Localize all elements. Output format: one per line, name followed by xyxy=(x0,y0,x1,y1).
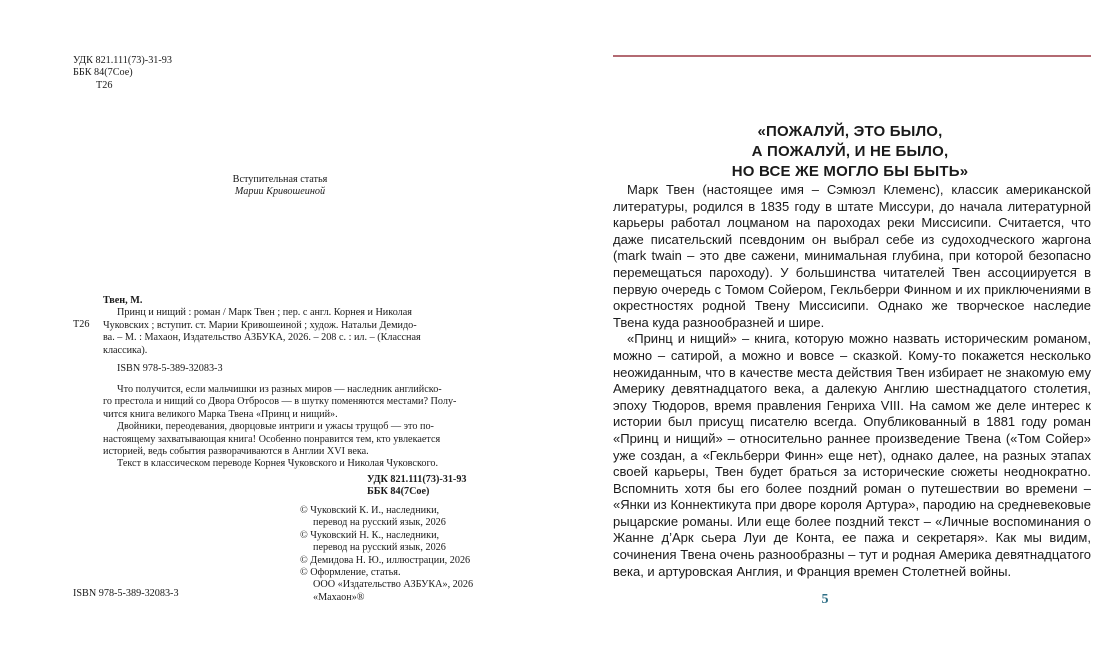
author-mark: Т26 xyxy=(96,79,113,91)
bbk-code: ББК 84(7Сое) xyxy=(73,67,133,79)
intro-article-credit xyxy=(0,174,560,199)
catalog-description: Принц и нищий : роман / Марк Твен ; пер. с англ. Корнея и Николая xyxy=(117,307,412,319)
annotation: Что получится, если мальчишки из разных миров — наследник английско- го престола и нищий со Двора Отбросов — в шутку поменяются местами? Полу- чится книга великого Марка Твена «Принц и нищий». Двойники, переодевания, дворцовые интриги и ужасы трущоб — это по- настоящему захватывающая книга! Особенно понравится тем, кто увлекается историей, ведь события разворачиваются в Англии XVI века. Текст в классическом переводе Корнея Чуковского и Николая Чуковского. xyxy=(103,384,457,470)
top-rule xyxy=(613,55,1091,57)
isbn-bottom: ISBN 978-5-389-32083-3 xyxy=(73,588,179,599)
page-number: 5 xyxy=(821,592,829,607)
intro-label: Вступительная статья xyxy=(232,174,328,185)
catalog-author: Твен, М. xyxy=(103,295,143,306)
intro-author: Марии Кривошеиной xyxy=(234,186,326,198)
udk-repeat-block: УДК 821.111(73)-31-93 ББК 84(7Сое) xyxy=(367,474,467,498)
udk-header-block xyxy=(73,55,172,92)
catalog-code: Т26 xyxy=(73,319,90,331)
article-body xyxy=(613,182,1091,580)
catalog-isbn: ISBN 978-5-389-32083-3 xyxy=(117,363,223,375)
udk-code: УДК 821.111(73)-31-93 xyxy=(73,55,172,66)
paragraph-2: «Принц и нищий» – книга, которую можно назвать историческим романом, можно – сатирой, а можно и вовсе – сказкой. Кому-то покажется несколько неожиданным, что в качестве места действия Твен избирает не знакомую ему Америку девятнадцатого века, а далекую Англию шестнадцатого столетия, эпоху Тюдоров, время правления Генриха VIII. На самом же деле интерес к истории был присущ писателю всегда. Опубликованный в 1881 году роман «Принц и нищий» – относительно раннее произведение Твена («Том Сойер» уже создан, а «Гекльберри Финн» еще нет), однако далее, на разных этапах своей карьеры, Твен будет браться за исторические сюжеты неоднократно. Вспомнить хотя бы его более поздний роман о путешествии во времени – «Янки из Коннектикута при дворе короля Артура», пародию на средневековые рыцарские романы. Или еще более поздний текст – «Личные воспоминания о Жанне д’Арк сьера Луи де Конта, ее пажа и секретаря». Как мы видим, сочинения Твена очень разнообразны – тут и родная Америка девятнадцатого века, и артуровская Англия, и Франция времен Столетней войны. xyxy=(613,331,1091,579)
catalog-record: Твен, М. Принц и нищий : роман / Марк Твен ; пер. с англ. Корнея и Николая Чуковских ; вступит. ст. Марии Кривошеиной ; худож. Натальи Демидо- ва. – М. : Махаон, Издательство АЗБУКА, 2026. – 208 с. : ил. – (Классная классика). ISBN 978-5-389-32083-3 xyxy=(103,295,485,375)
paragraph-1: Марк Твен (настоящее имя – Сэмюэл Клеменс), классик американской литературы, родился в 1835 году в штате Миссури, до начала литературной карьеры работал лоцманом на пароходах реки Миссисипи. Считается, что даже писательский псевдоним он выбрал себе из судоходческого жаргона (mark twain – это две сажени, минимальная глубина, при которой безопасно перемещаться пароходу). У большинства читателей Твен ассоциируется в первую очередь с Томом Сойером, Гекльберри Финном и их приключениями в окрестностях родной Твену Миссисипи. Однако же творческое наследие Твена куда разнообразней и шире. xyxy=(613,182,1091,330)
right-page-article xyxy=(550,0,1100,663)
copyright-block: © Чуковский К. И., наследники, перевод на русский язык, 2026 © Чуковский Н. К., наследники, перевод на русский язык, 2026 © Демидова Н. Ю., иллюстрации, 2026 © Оформление, статья. ООО «Издательство АЗБУКА», 2026 «Махаон»® xyxy=(300,505,474,603)
article-heading: «ПОЖАЛУЙ, ЭТО БЫЛО, А ПОЖАЛУЙ, И НЕ БЫЛО, НО ВСЕ ЖЕ МОГЛО БЫ БЫТЬ» xyxy=(731,123,969,180)
